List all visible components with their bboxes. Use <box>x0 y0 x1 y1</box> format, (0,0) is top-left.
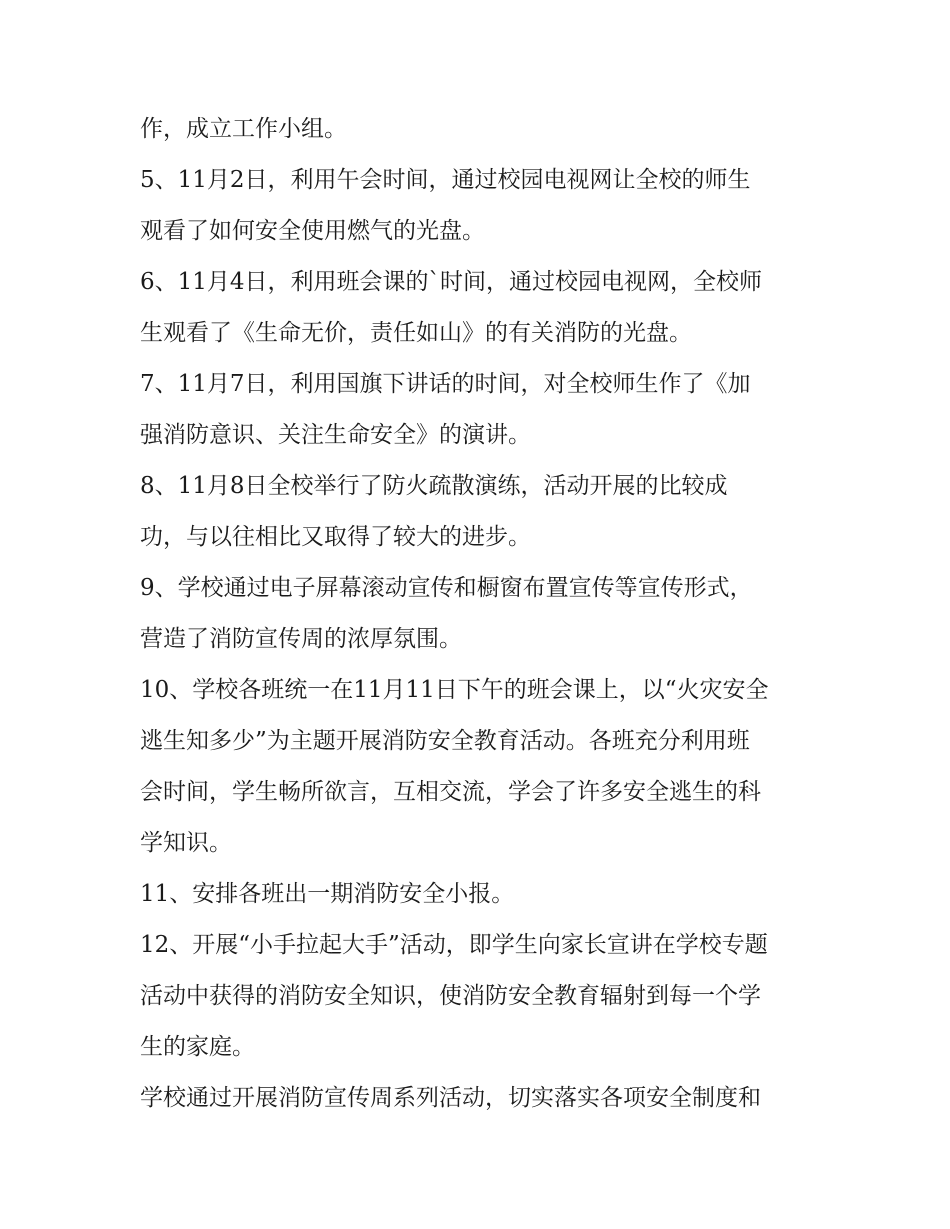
text-line: 功，与以往相比又取得了较大的进步。 <box>140 524 531 550</box>
text-line: 生观看了《生命无价，责任如山》的有关消防的光盘。 <box>140 320 692 346</box>
text-line: 营造了消防宣传周的浓厚氛围。 <box>140 626 462 652</box>
text-line: 强消防意识、关注生命安全》的演讲。 <box>140 422 531 448</box>
text-line: 生的家庭。 <box>140 1034 255 1060</box>
text-line: 活动中获得的消防安全知识，使消防安全教育辐射到每一个学 <box>140 983 761 1009</box>
text-line: 10、学校各班统一在11月11日下午的班会课上，以“火灾安全 <box>140 677 769 703</box>
text-line: 逃生知多少”为主题开展消防安全教育活动。各班充分利用班 <box>140 728 750 754</box>
text-line: 会时间，学生畅所欲言，互相交流，学会了许多安全逃生的科 <box>140 779 761 805</box>
text-line: 11、安排各班出一期消防安全小报。 <box>140 881 515 907</box>
text-line: 5、11月2日，利用午会时间，通过校园电视网让全校的师生 <box>140 167 751 193</box>
text-line: 学校通过开展消防宣传周系列活动，切实落实各项安全制度和 <box>140 1085 761 1111</box>
text-line: 7、11月7日，利用国旗下讲话的时间，对全校师生作了《加 <box>140 371 751 397</box>
document-body <box>140 104 820 1124</box>
text-line: 6、11月4日，利用班会课的`时间，通过校园电视网，全校师 <box>140 269 763 295</box>
text-line: 12、开展“小手拉起大手”活动，即学生向家长宣讲在学校专题 <box>140 932 768 958</box>
text-line: 观看了如何安全使用燃气的光盘。 <box>140 218 485 244</box>
text-line: 9、学校通过电子屏幕滚动宣传和橱窗布置宣传等宣传形式， <box>140 575 753 601</box>
text-line: 作，成立工作小组。 <box>140 116 347 142</box>
text-line: 8、11月8日全校举行了防火疏散演练，活动开展的比较成 <box>140 473 728 499</box>
text-line: 学知识。 <box>140 830 232 856</box>
